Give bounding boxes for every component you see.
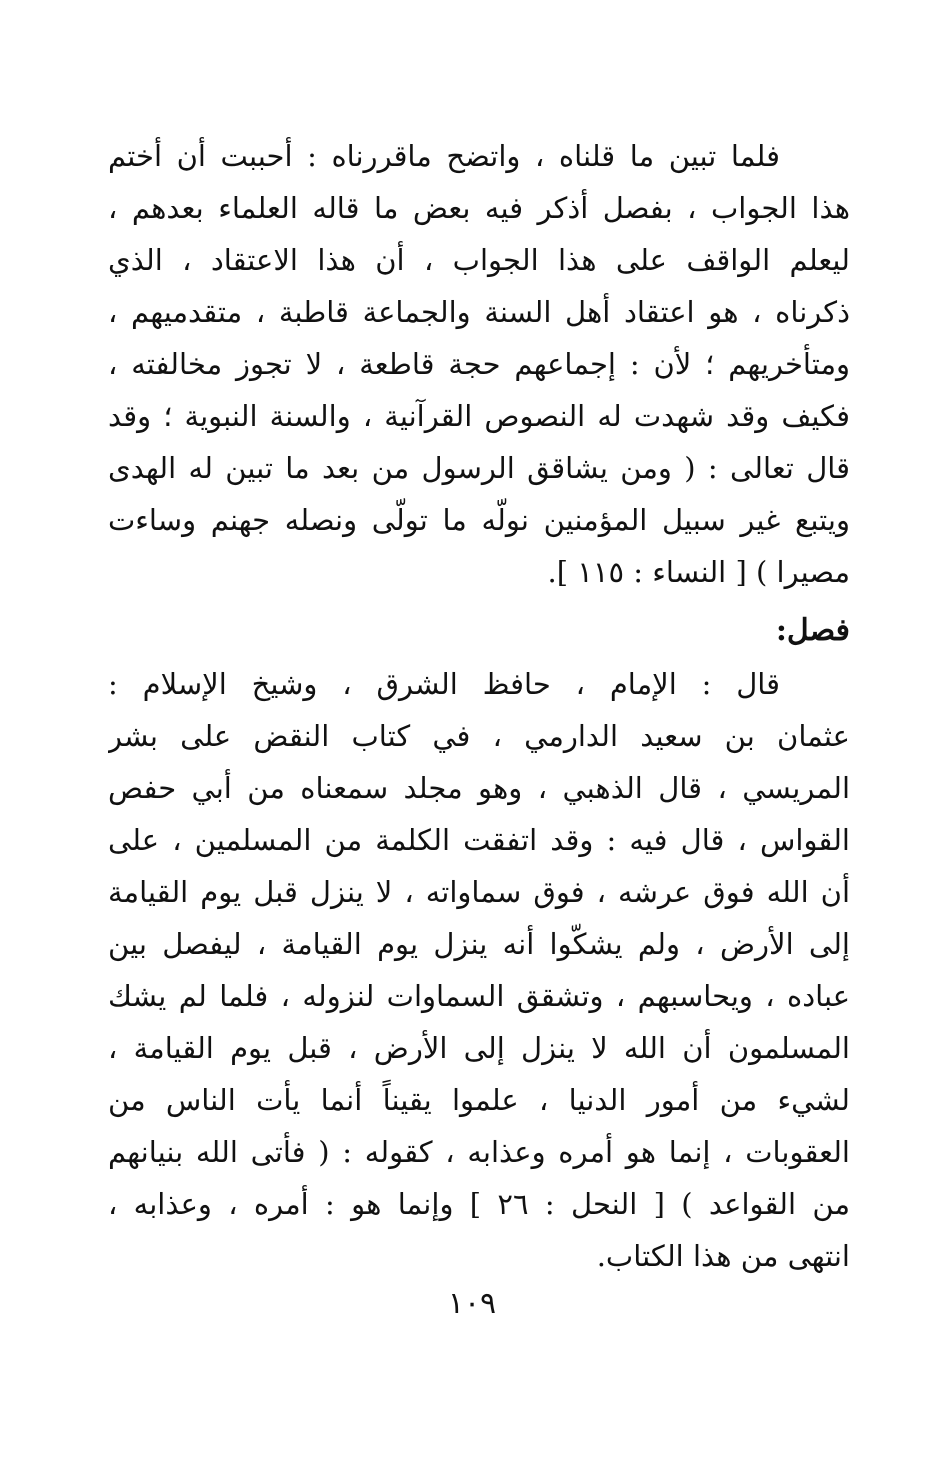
- paragraph-2: [108, 658, 850, 1282]
- paragraph-line: ليعلم الواقف على هذا الجواب ، أن هذا الاعتقاد ، الذي: [108, 243, 850, 277]
- paragraph-line: مصيرا ) [ النساء : ١١٥ ].: [547, 555, 850, 589]
- paragraph-line: هذا الجواب ، بفصل أذكر فيه بعض ما قاله العلماء بعدهم ،: [108, 191, 850, 225]
- paragraph-line: من القواعد ) [ النحل : ٢٦ ] وإنما هو : أمره ، وعذابه ،: [108, 1187, 850, 1221]
- paragraph-line: فكيف وقد شهدت له النصوص القرآنية ، والسنة النبوية ؛ وقد: [108, 399, 850, 433]
- paragraph-line: ومتأخريهم ؛ لأن : إجماعهم حجة قاطعة ، لا تجوز مخالفته ،: [108, 347, 850, 381]
- paragraph-line: عباده ، ويحاسبهم ، وتشقق السماوات لنزوله ، فلما لم يشك: [108, 979, 850, 1013]
- paragraph-line: قال تعالى : ( ومن يشاقق الرسول من بعد ما تبين له الهدى: [108, 451, 850, 485]
- paragraph-line: إلى الأرض ، ولم يشكّوا أنه ينزل يوم القيامة ، ليفصل بين: [108, 927, 850, 961]
- paragraph-line: فلما تبين ما قلناه ، واتضح ماقررناه : أحببت أن أختم: [108, 139, 780, 173]
- paragraph-line: المريسي ، قال الذهبي ، وهو مجلد سمعناه من أبي حفص: [108, 771, 850, 805]
- paragraph-line: ويتبع غير سبيل المؤمنين نولّه ما تولّى ونصله جهنم وساءت: [108, 503, 850, 537]
- paragraph-line: المسلمون أن الله لا ينزل إلى الأرض ، قبل يوم القيامة ،: [108, 1031, 850, 1065]
- paragraph-line: أن الله فوق عرشه ، فوق سماواته ، لا ينزل قبل يوم القيامة: [108, 875, 850, 909]
- paragraph-line: قال : الإمام ، حافظ الشرق ، وشيخ الإسلام :: [108, 667, 780, 701]
- paragraph-line: لشيء من أمور الدنيا ، علموا يقيناً أنما يأت الناس من: [108, 1083, 850, 1117]
- paragraph-line: انتهى من هذا الكتاب.: [596, 1239, 850, 1273]
- section-heading: فصل:: [775, 613, 850, 648]
- paragraph-line: العقوبات ، إنما هو أمره وعذابه ، كقوله : ( فأتى الله بنيانهم: [108, 1135, 850, 1169]
- paragraph-line: القواس ، قال فيه : وقد اتفقت الكلمة من المسلمين ، على: [108, 823, 850, 857]
- page-number: ١٠٩: [447, 1286, 497, 1321]
- paragraph-line: عثمان بن سعيد الدارمي ، في كتاب النقض على بشر: [108, 719, 850, 753]
- paragraph-line: ذكرناه ، هو اعتقاد أهل السنة والجماعة قاطبة ، متقدميهم ،: [108, 295, 850, 329]
- paragraph-1: [108, 130, 850, 598]
